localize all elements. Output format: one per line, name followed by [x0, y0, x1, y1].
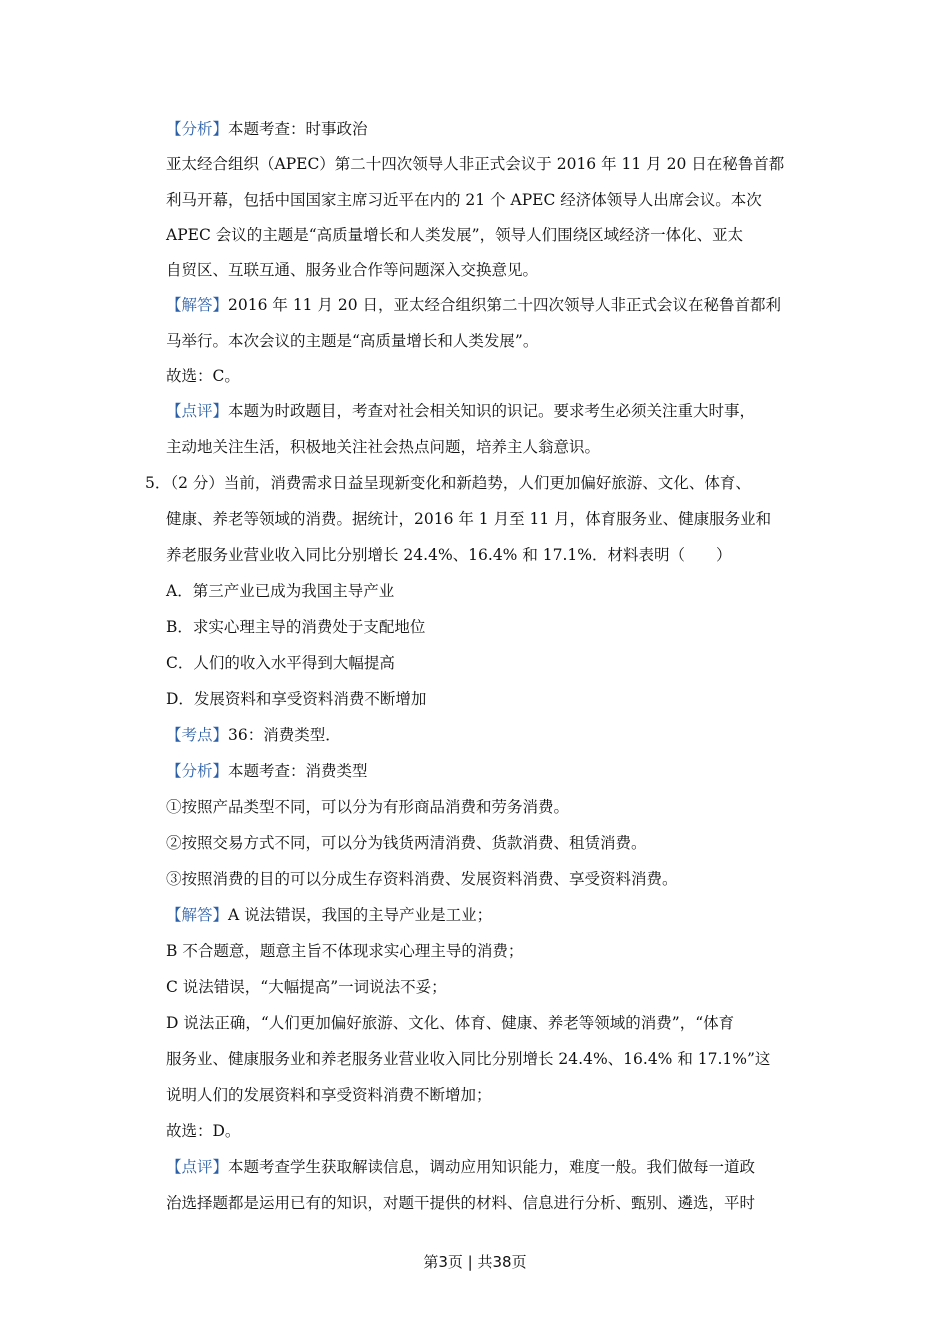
line-text: A 说法错误，我国的主导产业是工业； — [228, 906, 493, 924]
text-line — [166, 330, 538, 352]
text-line — [166, 544, 732, 566]
line-text: 5．（2 分）当前，消费需求日益呈现新变化和新趋势，人们更加偏好旅游、文化、体育、 — [145, 474, 751, 492]
text-line — [166, 976, 447, 998]
text-line — [166, 365, 240, 387]
text-line — [166, 652, 395, 674]
text-line — [166, 259, 538, 281]
line-text: 利马开幕，包括中国国家主席习近平在内的 21 个 APEC 经济体领导人出席会议。本次 — [166, 191, 762, 209]
text-line — [166, 436, 600, 458]
text-line — [166, 940, 523, 962]
section-tag: 【分析】 — [166, 120, 229, 138]
text-line — [166, 400, 755, 422]
text-line — [166, 294, 781, 316]
text-line — [166, 1120, 240, 1142]
line-text: ②按照交易方式不同，可以分为钱货两清消费、货款消费、租赁消费。 — [166, 834, 647, 852]
text-line — [166, 832, 647, 854]
section-tag: 【点评】 — [166, 402, 229, 420]
line-text: 服务业、健康服务业和养老服务业营业收入同比分别增长 24.4%、16.4% 和 17.1%”这 — [166, 1050, 771, 1068]
text-line — [166, 760, 368, 782]
line-text: D 说法正确，“人们更加偏好旅游、文化、体育、健康、养老等领域的消费”，“体育 — [166, 1014, 735, 1032]
section-tag: 【解答】 — [166, 906, 229, 924]
line-text: 故选：D。 — [166, 1122, 241, 1140]
line-text: 健康、养老等领域的消费。据统计，2016 年 1 月至 11 月，体育服务业、健康服务业和 — [166, 510, 772, 528]
line-text: C．人们的收入水平得到大幅提高 — [166, 654, 395, 672]
line-text: 本题为时政题目，考查对社会相关知识的识记。要求考生必须关注重大时事， — [228, 402, 756, 420]
line-text: B．求实心理主导的消费处于支配地位 — [166, 618, 426, 636]
text-line — [166, 688, 426, 710]
line-text: 本题考查学生获取解读信息，调动应用知识能力，难度一般。我们做每一道政 — [228, 1158, 756, 1176]
text-line — [145, 472, 751, 494]
text-line — [166, 1048, 770, 1070]
line-text: C 说法错误，“大幅提高”一词说法不妥； — [166, 978, 447, 996]
text-line — [166, 1012, 734, 1034]
page-footer: 第3页 | 共38页 — [423, 1253, 527, 1271]
line-text: D．发展资料和享受资料消费不断增加 — [166, 690, 427, 708]
text-line — [166, 118, 368, 140]
text-line — [166, 616, 425, 638]
line-text: ③按照消费的目的可以分成生存资料消费、发展资料消费、享受资料消费。 — [166, 870, 678, 888]
line-text: 养老服务业营业收入同比分别增长 24.4%、16.4% 和 17.1%．材料表明（ ） — [166, 546, 732, 564]
text-line — [166, 153, 784, 175]
line-text: 本题考查：时事政治 — [228, 120, 368, 138]
text-line — [166, 724, 341, 746]
line-text: 马举行。本次会议的主题是“高质量增长和人类发展”。 — [166, 332, 539, 350]
section-tag: 【解答】 — [166, 296, 229, 314]
line-text: 主动地关注生活，积极地关注社会热点问题，培养主人翁意识。 — [166, 438, 601, 456]
line-text: 说明人们的发展资料和享受资料消费不断增加； — [166, 1086, 492, 1104]
line-text: A．第三产业已成为我国主导产业 — [166, 582, 395, 600]
section-tag: 【分析】 — [166, 762, 229, 780]
text-line — [166, 580, 394, 602]
line-text: ①按照产品类型不同，可以分为有形商品消费和劳务消费。 — [166, 798, 570, 816]
text-line — [166, 868, 678, 890]
section-tag: 【考点】 — [166, 726, 229, 744]
text-line — [166, 508, 771, 530]
text-line — [166, 189, 762, 211]
line-text: 治选择题都是运用已有的知识，对题干提供的材料、信息进行分析、甄别、遴选，平时 — [166, 1194, 756, 1212]
line-text: 本题考查：消费类型 — [228, 762, 368, 780]
text-line — [166, 224, 743, 246]
line-text: 自贸区、互联互通、服务业合作等问题深入交换意见。 — [166, 261, 539, 279]
line-text: APEC 会议的主题是“高质量增长和人类发展”，领导人们围绕区域经济一体化、亚太 — [166, 226, 744, 244]
line-text: B 不合题意，题意主旨不体现求实心理主导的消费； — [166, 942, 524, 960]
line-text: 亚太经合组织（APEC）第二十四次领导人非正式会议于 2016 年 11 月 20 日在秘鲁首都 — [166, 155, 785, 173]
line-text: 故选：C。 — [166, 367, 240, 385]
line-text: 36：消费类型． — [228, 726, 341, 744]
text-line — [166, 1156, 755, 1178]
text-line — [166, 904, 492, 926]
text-line — [166, 796, 569, 818]
line-text: 2016 年 11 月 20 日，亚太经合组织第二十四次领导人非正式会议在秘鲁首都利 — [228, 296, 782, 314]
section-tag: 【点评】 — [166, 1158, 229, 1176]
text-line — [166, 1084, 492, 1106]
text-line — [166, 1192, 755, 1214]
